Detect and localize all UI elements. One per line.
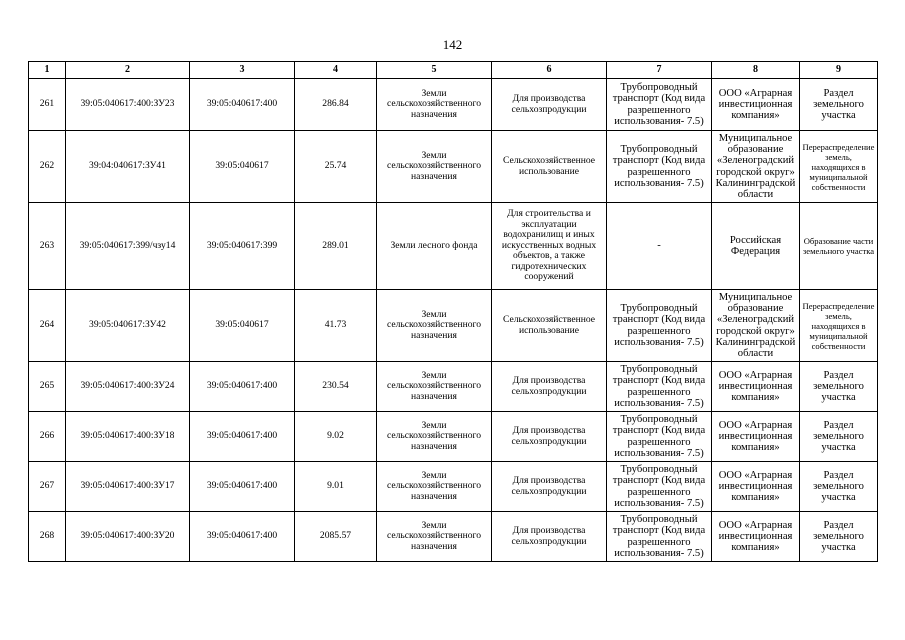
cadastral-number-cell: 39:05:040617:400:ЗУ23 — [66, 79, 190, 131]
page-number: 142 — [442, 37, 463, 52]
source-plot-cell: 39:05:040617:400 — [190, 362, 295, 412]
method-cell: Раздел земельного участка — [800, 462, 878, 512]
column-header: 1 — [29, 62, 66, 79]
source-plot-cell: 39:05:040617:400 — [190, 412, 295, 462]
area-cell: 41.73 — [295, 290, 377, 362]
column-header: 2 — [66, 62, 190, 79]
planned-use-cell: - — [607, 203, 712, 290]
land-category-cell: Земли сельскохозяйственного назначения — [377, 290, 492, 362]
source-plot-cell: 39:05:040617:399 — [190, 203, 295, 290]
owner-cell: ООО «Аграрная инвестиционная компания» — [712, 79, 800, 131]
permitted-use-cell: Для производства сельхозпродукции — [492, 79, 607, 131]
column-header: 3 — [190, 62, 295, 79]
method-cell: Раздел земельного участка — [800, 362, 878, 412]
permitted-use-cell: Для производства сельхозпродукции — [492, 362, 607, 412]
table-row — [29, 131, 878, 203]
cadastral-number-cell: 39:05:040617:400:ЗУ18 — [66, 412, 190, 462]
table-row — [29, 412, 878, 462]
table-row — [29, 362, 878, 412]
row-number-cell: 268 — [29, 512, 66, 562]
cadastral-number-cell: 39:05:040617:400:ЗУ17 — [66, 462, 190, 512]
table-row — [29, 512, 878, 562]
column-header: 9 — [800, 62, 878, 79]
method-cell: Перераспределение земель, находящихся в муниципальной собственности — [800, 131, 878, 203]
table-header-row — [29, 62, 878, 79]
column-header: 7 — [607, 62, 712, 79]
land-category-cell: Земли сельскохозяйственного назначения — [377, 362, 492, 412]
source-plot-cell: 39:05:040617:400 — [190, 79, 295, 131]
cadastral-number-cell: 39:05:040617:ЗУ42 — [66, 290, 190, 362]
planned-use-cell: Трубопроводный транспорт (Код вида разрешенного использования- 7.5) — [607, 131, 712, 203]
land-category-cell: Земли сельскохозяйственного назначения — [377, 512, 492, 562]
column-header: 5 — [377, 62, 492, 79]
table-row — [29, 290, 878, 362]
area-cell: 2085.57 — [295, 512, 377, 562]
planned-use-cell: Трубопроводный транспорт (Код вида разрешенного использования- 7.5) — [607, 412, 712, 462]
cadastral-number-cell: 39:04:040617:ЗУ41 — [66, 131, 190, 203]
method-cell: Раздел земельного участка — [800, 412, 878, 462]
planned-use-cell: Трубопроводный транспорт (Код вида разрешенного использования- 7.5) — [607, 79, 712, 131]
area-cell: 289.01 — [295, 203, 377, 290]
table-row — [29, 462, 878, 512]
owner-cell: ООО «Аграрная инвестиционная компания» — [712, 362, 800, 412]
permitted-use-cell: Для производства сельхозпродукции — [492, 462, 607, 512]
source-plot-cell: 39:05:040617:400 — [190, 462, 295, 512]
row-number-cell: 263 — [29, 203, 66, 290]
column-header: 4 — [295, 62, 377, 79]
row-number-cell: 267 — [29, 462, 66, 512]
permitted-use-cell: Для производства сельхозпродукции — [492, 512, 607, 562]
area-cell: 286.84 — [295, 79, 377, 131]
method-cell: Раздел земельного участка — [800, 79, 878, 131]
method-cell: Раздел земельного участка — [800, 512, 878, 562]
permitted-use-cell: Сельскохозяйственное использование — [492, 131, 607, 203]
row-number-cell: 266 — [29, 412, 66, 462]
planned-use-cell: Трубопроводный транспорт (Код вида разрешенного использования- 7.5) — [607, 362, 712, 412]
planned-use-cell: Трубопроводный транспорт (Код вида разрешенного использования- 7.5) — [607, 290, 712, 362]
area-cell: 25.74 — [295, 131, 377, 203]
owner-cell: Российская Федерация — [712, 203, 800, 290]
permitted-use-cell: Для производства сельхозпродукции — [492, 412, 607, 462]
owner-cell: Муниципальное образование «Зеленоградский городской округ» Калининградской области — [712, 131, 800, 203]
source-plot-cell: 39:05:040617 — [190, 290, 295, 362]
column-header: 8 — [712, 62, 800, 79]
method-cell: Перераспределение земель, находящихся в муниципальной собственности — [800, 290, 878, 362]
owner-cell: ООО «Аграрная инвестиционная компания» — [712, 512, 800, 562]
owner-cell: ООО «Аграрная инвестиционная компания» — [712, 412, 800, 462]
cadastral-number-cell: 39:05:040617:399/чзу14 — [66, 203, 190, 290]
land-plots-table — [28, 61, 878, 562]
table-row — [29, 79, 878, 131]
table-row — [29, 203, 878, 290]
cadastral-number-cell: 39:05:040617:400:ЗУ20 — [66, 512, 190, 562]
column-header: 6 — [492, 62, 607, 79]
row-number-cell: 261 — [29, 79, 66, 131]
area-cell: 230.54 — [295, 362, 377, 412]
land-category-cell: Земли сельскохозяйственного назначения — [377, 412, 492, 462]
planned-use-cell: Трубопроводный транспорт (Код вида разрешенного использования- 7.5) — [607, 462, 712, 512]
land-category-cell: Земли сельскохозяйственного назначения — [377, 462, 492, 512]
land-category-cell: Земли сельскохозяйственного назначения — [377, 131, 492, 203]
row-number-cell: 264 — [29, 290, 66, 362]
source-plot-cell: 39:05:040617 — [190, 131, 295, 203]
land-category-cell: Земли лесного фонда — [377, 203, 492, 290]
area-cell: 9.01 — [295, 462, 377, 512]
cadastral-number-cell: 39:05:040617:400:ЗУ24 — [66, 362, 190, 412]
row-number-cell: 262 — [29, 131, 66, 203]
permitted-use-cell: Сельскохозяйственное использование — [492, 290, 607, 362]
land-category-cell: Земли сельскохозяйственного назначения — [377, 79, 492, 131]
owner-cell: Муниципальное образование «Зеленоградский городской округ» Калининградской области — [712, 290, 800, 362]
row-number-cell: 265 — [29, 362, 66, 412]
permitted-use-cell: Для строительства и эксплуатации водохранилищ и иных искусственных водных объектов, а также гидротехнических сооружений — [492, 203, 607, 290]
source-plot-cell: 39:05:040617:400 — [190, 512, 295, 562]
area-cell: 9.02 — [295, 412, 377, 462]
planned-use-cell: Трубопроводный транспорт (Код вида разрешенного использования- 7.5) — [607, 512, 712, 562]
owner-cell: ООО «Аграрная инвестиционная компания» — [712, 462, 800, 512]
method-cell: Образование части земельного участка — [800, 203, 878, 290]
